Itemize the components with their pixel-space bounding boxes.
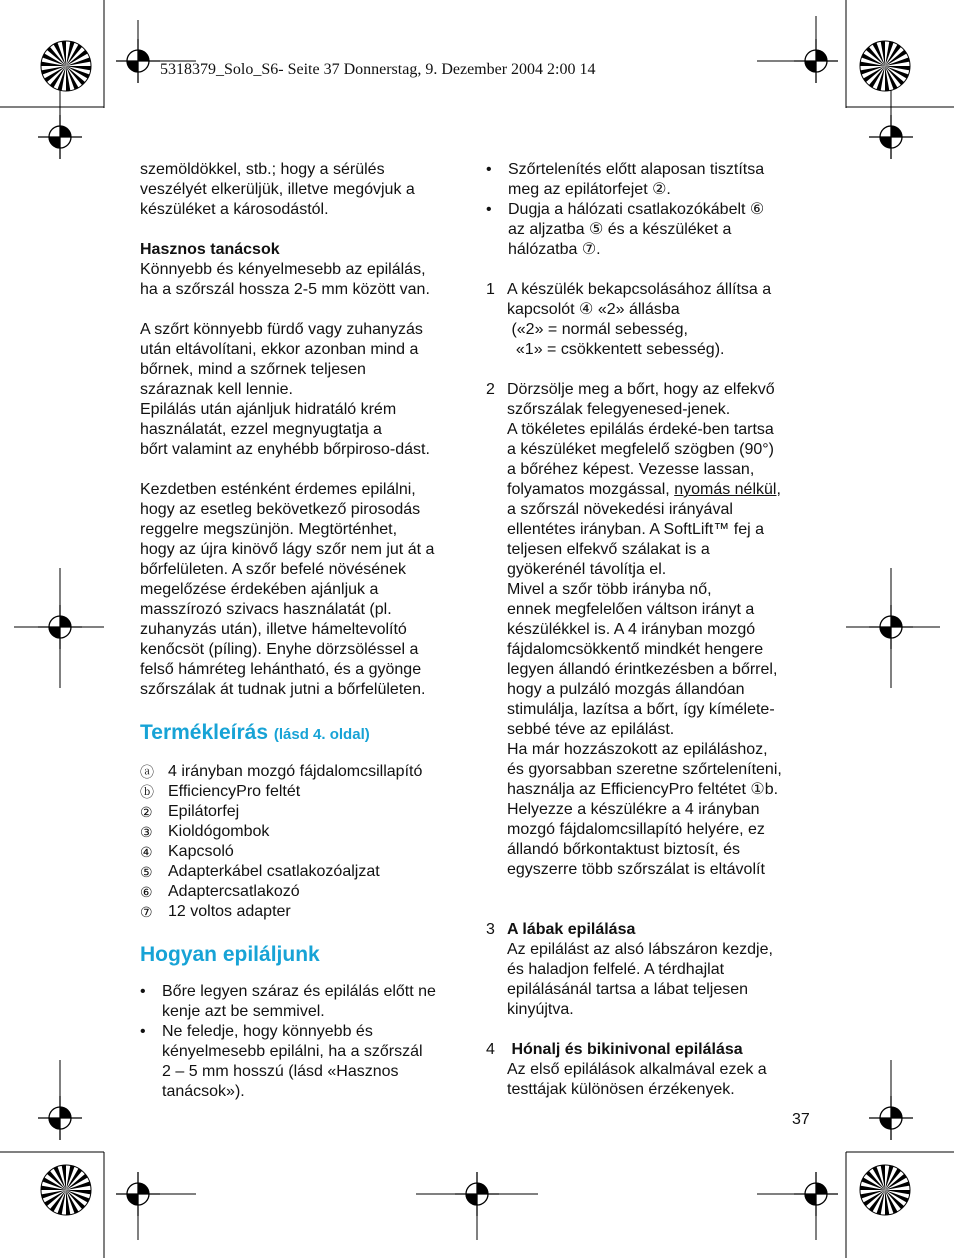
page-number: 37 <box>792 1111 810 1128</box>
legend-item: ⑥ Adaptercsatlakozó <box>140 883 300 900</box>
tips-paragraph-2: A szőrt könnyebb fürdő vagy zuhanyzás után eltávolítani, ekkor azonban mind a bőrnek, mind a szőrnek teljesen száraznak kell lennie. Epilálás után ajánljuk hidratáló krém használatát, ezzel megnyugtatja a bőrt valamint az enyhébb bőrpiroso-dást. <box>140 321 430 458</box>
left-column <box>140 160 470 1122</box>
tips-heading: Hasznos tanácsok <box>140 241 280 258</box>
step-4: 4 Hónalj és bikinivonal epilálása Az első epilálások alkalmával ezek a testtájak különösen érzékenyek. <box>486 1041 767 1098</box>
legend-item: ⑦ 12 voltos adapter <box>140 903 291 920</box>
step-3: 3 A lábak epilálása Az epilálást az alsó lábszáron kezdje, és haladjon felfelé. A térdhajlat epilálásánál tartsa a lábat teljesen kinyújtva. <box>486 921 773 1018</box>
howto-bullets <box>140 982 470 1102</box>
list-item: • Bőre legyen száraz és epilálás előtt ne kenje azt be semmivel. <box>140 983 436 1020</box>
legend-item: ③ Kioldógombok <box>140 823 270 840</box>
tips-paragraph-3: Kezdetben esténként érdemes epilálni, hogy az esetleg bekövetkező pirosodás reggelre megszünjön. Megtörténhet, hogy az újra kinövő lágy szőr nem jut át a bőrfelületen. A szőr befelé növésének megelőzése érdekében ajánljuk a masszírozó szivacs használatát (pl. zuhanyzás után), illetve hámeltevolító kenőcsöt (píling). Enyhe dörzsöléssel a felső hámréteg lehántható, és a gyönge szőrszálak át tudnak jutni a bőrfelületen. <box>140 481 435 698</box>
product-heading-reference: (lásd 4. oldal) <box>273 726 370 743</box>
star-target <box>860 1165 910 1215</box>
list-item: • Szőrtelenítés előtt alaposan tisztítsa meg az epilátorfejet ②. <box>486 161 765 198</box>
legend-item: ⓑ EfficiencyPro feltét <box>140 783 301 800</box>
product-description-heading: Termékleírás (lásd 4. oldal) <box>140 721 370 744</box>
step-3-heading: A lábak epilálása <box>507 921 636 938</box>
star-target <box>41 1165 91 1215</box>
list-item: • Dugja a hálózati csatlakozókábelt ⑥ az aljzatba ⑤ és a készüléket a hálózatba ⑦. <box>486 201 765 258</box>
legend-item: ⓐ 4 irányban mozgó fájdalomcsillapító <box>140 763 423 780</box>
underlined-emphasis: nyomás nélkül <box>674 481 777 498</box>
legend-item: ④ Kapcsoló <box>140 843 234 860</box>
print-header: 5318379_Solo_S6- Seite 37 Donnerstag, 9. Dezember 2004 2:00 14 <box>160 61 596 78</box>
star-target <box>860 41 910 91</box>
intro-paragraph: szemöldökkel, stb.; hogy a sérülés veszélyét elkerüljük, illetve megóvjuk a készüléket a károsodástól. <box>140 161 415 218</box>
legend-item: ② Epilátorfej <box>140 803 240 820</box>
right-column <box>486 160 816 1120</box>
legend-item: ⑤ Adapterkábel csatlakozóaljzat <box>140 863 380 880</box>
prep-bullets <box>486 160 816 260</box>
tips-section: Hasznos tanácsok Könnyebb és kényelmesebb az epilálás, ha a szőrszál hossza 2-5 mm között van. <box>140 240 470 300</box>
product-legend <box>140 762 470 922</box>
howto-heading: Hogyan epiláljunk <box>140 943 320 966</box>
step-2: 2 Dörzsölje meg a bőrt, hogy az elfekvő szőrszálak felegyenesed-jenek. A tökéletes epilálás érdeké-ben tartsa a készüléket megfelelő szögben (90°) a bőréhez képest. Vezesse lassan, folyamatos mozgással, nyomás nélkül, a szőrszál növekedési irányával ellentétes irányban. A SoftLift™ fej a teljesen elfekvő szálakat is a gyökerénél távolítja el. Mivel a szőr több irányba nő, ennek megfelelően váltson irányt a készülékkel is. A 4 irányban mozgó fájdalomcsökkentő mindkét hengere legyen állandó érintkezésben a bőrrel, hogy a pulzáló mozgás állandóan stimulálja, lazítsa a bőrt, így kímélete- sebbé téve az epilálást. Ha már hozzászokott az epiláláshoz, és gyorsabban szeretne szőrteleníteni, használja az EfficiencyPro feltétet ①b. Helyezze a készülékre a 4 irányban mozgó fájdalomcsillapító helyére, ez állandó bőrkontaktust biztosít, és egyszerre több szőrszálat is eltávolít <box>486 381 782 878</box>
step-1: 1 A készülék bekapcsolásához állítsa a kapcsolót ④ «2» állásba («2» = normál sebesség, «1» = csökkentett sebesség). <box>486 281 772 358</box>
list-item: • Ne feledje, hogy könnyebb és kényelmesebb epilálni, ha a szőrszál 2 – 5 mm hosszú (lásd «Hasznos tanácsok»). <box>140 1023 423 1100</box>
star-target <box>41 41 91 91</box>
step-4-heading: Hónalj és bikinivonal epilálása <box>507 1041 743 1058</box>
